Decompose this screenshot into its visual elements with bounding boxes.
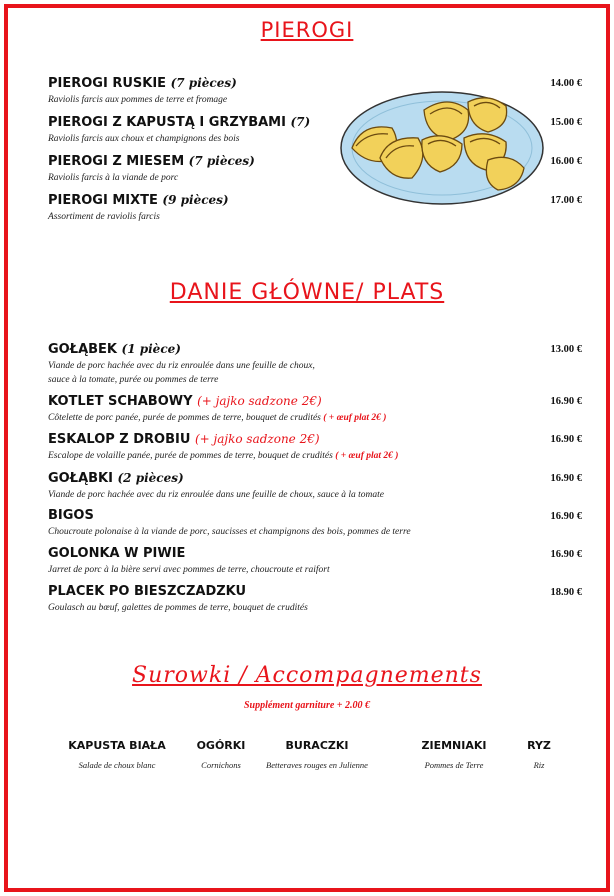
item-name-line [48, 431, 588, 448]
item-description [48, 564, 588, 576]
section-title-mains: DANIE GŁÓWNE/ PLATS [169, 280, 445, 305]
item-name: PLACEK PO BIESZCZADZKU [48, 584, 247, 599]
item-price: 16.90 € [550, 511, 582, 522]
menu-item [48, 192, 588, 223]
side-dish [257, 739, 377, 770]
item-name: PIEROGI Z MIESEM [48, 154, 185, 169]
item-price: 15.00 € [550, 117, 582, 128]
item-name: GOŁĄBEK [48, 342, 117, 357]
item-description [48, 526, 588, 538]
section-title-sides: Surowki / Accompagnements [132, 663, 482, 688]
item-name: PIEROGI Z KAPUSTĄ I GRZYBAMI [48, 115, 286, 130]
item-count: (1 pièce) [121, 342, 181, 356]
menu-item [48, 584, 588, 614]
item-name-line [48, 341, 588, 358]
item-name-line [48, 114, 588, 131]
item-description: Raviolis farcis aux choux et champignons des bois [48, 134, 240, 144]
item-description [48, 489, 588, 501]
item-count: (7) [290, 115, 311, 129]
item-description [48, 412, 588, 424]
item-description-text: Goulasch au bœuf, galettes de pommes de terre, bouquet de crudités [48, 603, 308, 613]
item-description-text: Jarret de porc à la bière servi avec pommes de terre, choucroute et raifort [48, 565, 330, 575]
item-description: Raviolis farcis à la viande de porc [48, 173, 179, 183]
item-count: (2 pièces) [117, 471, 184, 485]
menu-item [48, 546, 588, 576]
item-description-text: Côtelette de porc panée, purée de pommes de terre, bouquet de crudités [48, 413, 321, 423]
side-dish-name: RYZ [527, 739, 551, 752]
side-dish [479, 739, 599, 770]
side-dish-name: OGÓRKI [196, 739, 246, 752]
item-price: 16.90 € [550, 549, 582, 560]
menu-item [48, 431, 588, 462]
menu-item [48, 114, 588, 145]
menu-item [48, 393, 588, 424]
item-price: 14.00 € [550, 78, 582, 89]
item-name-line [48, 393, 588, 410]
item-option-supplement: (+ jajko sadzone 2€) [197, 394, 322, 408]
section-title-pierogi: PIEROGI [260, 18, 354, 42]
side-dish-name: ZIEMNIAKI [421, 739, 487, 752]
item-name-line [48, 75, 588, 92]
menu-item [48, 75, 588, 106]
item-description [48, 602, 588, 614]
menu-item [48, 470, 588, 501]
item-description: Assortiment de raviolis farcis [48, 212, 160, 222]
item-price: 17.00 € [550, 195, 582, 206]
item-name: ESKALOP Z DROBIU [48, 432, 191, 447]
side-dish-name: KAPUSTA BIAŁA [68, 739, 166, 752]
side-dish-description: Riz [533, 760, 545, 770]
item-description-continued: sauce à la tomate, purée ou pommes de terre [48, 375, 219, 385]
item-name-line [48, 153, 588, 170]
item-description-text: Viande de porc hachée avec du riz enroulée dans une feuille de choux, [48, 361, 315, 371]
item-name: PIEROGI MIXTE [48, 193, 158, 208]
item-name-line [48, 584, 588, 600]
item-description: Raviolis farcis aux pommes de terre et fromage [48, 95, 228, 105]
item-description-text: Choucroute polonaise à la viande de porc, saucisses et champignons des bois, pommes de terre [48, 527, 411, 537]
item-description [48, 360, 588, 372]
item-name-line [48, 546, 588, 562]
item-price: 16.90 € [550, 473, 582, 484]
side-dish-description: Salade de choux blanc [78, 760, 156, 770]
item-description-option: ( + œuf plat 2€ ) [323, 413, 387, 423]
item-name-line [48, 192, 588, 209]
side-dish [57, 739, 177, 770]
item-name-line [48, 470, 588, 487]
item-name-line [48, 508, 588, 524]
side-dish-description: Betteraves rouges en Julienne [266, 760, 368, 770]
item-name: GOLONKA W PIWIE [48, 546, 186, 561]
item-count: (9 pièces) [162, 193, 229, 207]
side-dish-description: Pommes de Terre [424, 760, 484, 770]
menu-item [48, 153, 588, 184]
item-price: 16.90 € [550, 396, 582, 407]
item-description-text: Escalope de volaille panée, purée de pommes de terre, bouquet de crudités [48, 451, 333, 461]
item-name: GOŁĄBKI [48, 471, 113, 486]
item-name: BIGOS [48, 508, 94, 523]
side-dish-description: Cornichons [201, 760, 241, 770]
item-name: KOTLET SCHABOWY [48, 394, 193, 409]
pierogi-plate-illustration [338, 88, 550, 208]
item-description [48, 450, 588, 462]
item-count: (7 pièces) [170, 76, 237, 90]
menu-item [48, 508, 588, 538]
item-price: 16.90 € [550, 434, 582, 445]
side-dish-name: BURACZKI [285, 739, 349, 752]
item-name: PIEROGI RUSKIE [48, 76, 167, 91]
item-description-text: Viande de porc hachée avec du riz enroulée dans une feuille de choux, sauce à la tomate [48, 490, 385, 500]
menu-item [48, 341, 588, 386]
item-description-option: ( + œuf plat 2€ ) [335, 451, 399, 461]
item-option-supplement: (+ jajko sadzone 2€) [194, 432, 320, 446]
item-count: (7 pièces) [188, 154, 255, 168]
item-price: 13.00 € [550, 344, 582, 355]
item-price: 16.00 € [550, 156, 582, 167]
sides-supplement-note: Supplément garniture + 2.00 € [244, 700, 370, 711]
item-price: 18.90 € [550, 587, 582, 598]
